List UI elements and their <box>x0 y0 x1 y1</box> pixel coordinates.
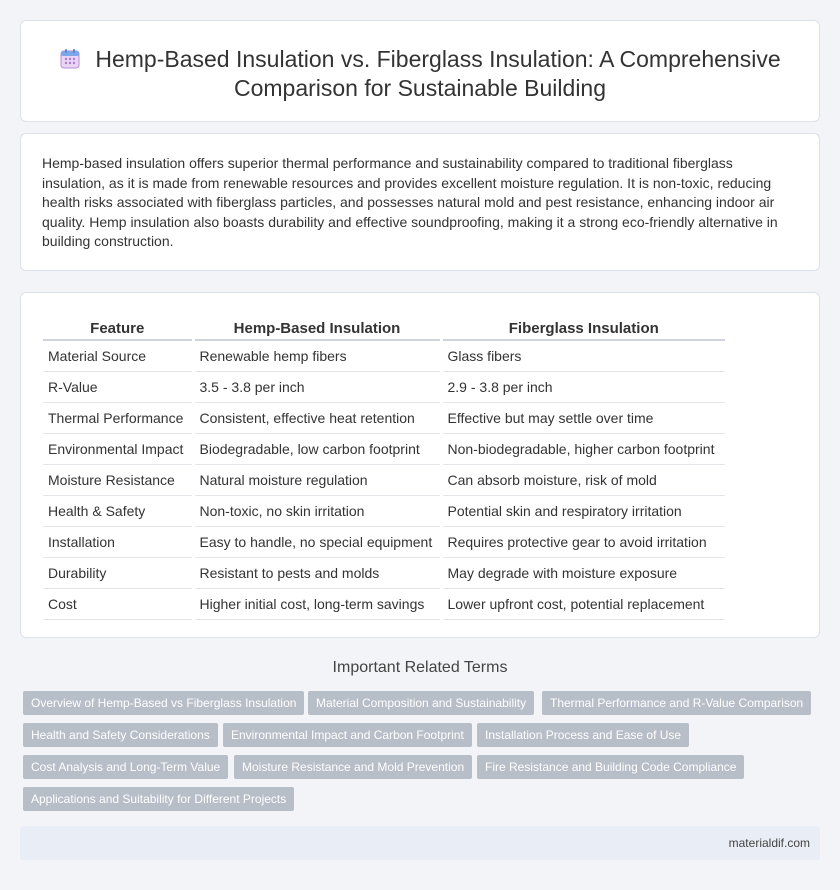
comparison-table <box>43 314 725 620</box>
hemp-cell: Natural moisture regulation <box>193 464 441 495</box>
term-tag[interactable]: Material Composition and Sustainability <box>308 691 534 715</box>
title-text: Hemp-Based Insulation vs. Fiberglass Insulation: A Comprehensive Comparison for Sustainable Building <box>95 46 781 101</box>
table-row <box>43 371 725 402</box>
table-row <box>43 557 725 588</box>
header-fiberglass: Fiberglass Insulation <box>441 314 725 340</box>
fiberglass-cell: Requires protective gear to avoid irritation <box>441 526 725 557</box>
term-tag[interactable]: Health and Safety Considerations <box>23 723 218 747</box>
table-row <box>43 526 725 557</box>
feature-cell: Thermal Performance <box>43 402 193 433</box>
calendar-icon <box>59 48 81 70</box>
fiberglass-cell: Can absorb moisture, risk of mold <box>441 464 725 495</box>
fiberglass-cell: Non-biodegradable, higher carbon footprint <box>441 433 725 464</box>
header-feature: Feature <box>43 314 193 340</box>
hemp-cell: Higher initial cost, long-term savings <box>193 588 441 619</box>
term-tag[interactable]: Moisture Resistance and Mold Prevention <box>234 755 472 779</box>
table-row <box>43 433 725 464</box>
fiberglass-cell: Effective but may settle over time <box>441 402 725 433</box>
fiberglass-cell: May degrade with moisture exposure <box>441 557 725 588</box>
fiberglass-cell: Potential skin and respiratory irritation <box>441 495 725 526</box>
feature-cell: Durability <box>43 557 193 588</box>
fiberglass-cell: Glass fibers <box>441 340 725 371</box>
hemp-cell: 3.5 - 3.8 per inch <box>193 371 441 402</box>
feature-cell: R-Value <box>43 371 193 402</box>
table-row <box>43 340 725 371</box>
feature-cell: Cost <box>43 588 193 619</box>
table-row <box>43 495 725 526</box>
feature-cell: Health & Safety <box>43 495 193 526</box>
fiberglass-cell: 2.9 - 3.8 per inch <box>441 371 725 402</box>
table-header-row <box>43 314 725 340</box>
intro-paragraph: Hemp-based insulation offers superior thermal performance and sustainability compared to traditional fiberglass insulation, as it is made from renewable resources and provides excellent moisture regulation. It is non-toxic, reducing health risks associated with fiberglass particles, and possesses natural mold and pest resistance, enhancing indoor air quality. Hemp insulation also boasts durability and effective soundproofing, making it a strong eco-friendly alternative in building construction. <box>42 155 778 249</box>
term-tag[interactable]: Applications and Suitability for Different Projects <box>23 787 294 811</box>
term-tag[interactable]: Fire Resistance and Building Code Compliance <box>477 755 744 779</box>
term-tag[interactable]: Thermal Performance and R-Value Comparison <box>542 691 811 715</box>
table-row <box>43 464 725 495</box>
term-tag[interactable]: Cost Analysis and Long-Term Value <box>23 755 228 779</box>
hemp-cell: Easy to handle, no special equipment <box>193 526 441 557</box>
page-title <box>21 45 819 103</box>
hemp-cell: Consistent, effective heat retention <box>193 402 441 433</box>
feature-cell: Moisture Resistance <box>43 464 193 495</box>
term-tag[interactable]: Overview of Hemp-Based vs Fiberglass Insulation <box>23 691 304 715</box>
footer <box>20 826 820 860</box>
term-tag[interactable]: Environmental Impact and Carbon Footprint <box>223 723 472 747</box>
intro-card <box>20 133 820 271</box>
hemp-cell: Resistant to pests and molds <box>193 557 441 588</box>
title-card <box>20 20 820 122</box>
feature-cell: Installation <box>43 526 193 557</box>
feature-cell: Material Source <box>43 340 193 371</box>
header-hemp: Hemp-Based Insulation <box>193 314 441 340</box>
table-row <box>43 402 725 433</box>
term-tag[interactable]: Installation Process and Ease of Use <box>477 723 689 747</box>
fiberglass-cell: Lower upfront cost, potential replacement <box>441 588 725 619</box>
feature-cell: Environmental Impact <box>43 433 193 464</box>
related-terms-heading: Important Related Terms <box>332 659 508 676</box>
footer-site-link[interactable]: materialdif.com <box>728 836 810 850</box>
hemp-cell: Renewable hemp fibers <box>193 340 441 371</box>
hemp-cell: Non-toxic, no skin irritation <box>193 495 441 526</box>
hemp-cell: Biodegradable, low carbon footprint <box>193 433 441 464</box>
table-row <box>43 588 725 619</box>
comparison-card <box>20 292 820 638</box>
